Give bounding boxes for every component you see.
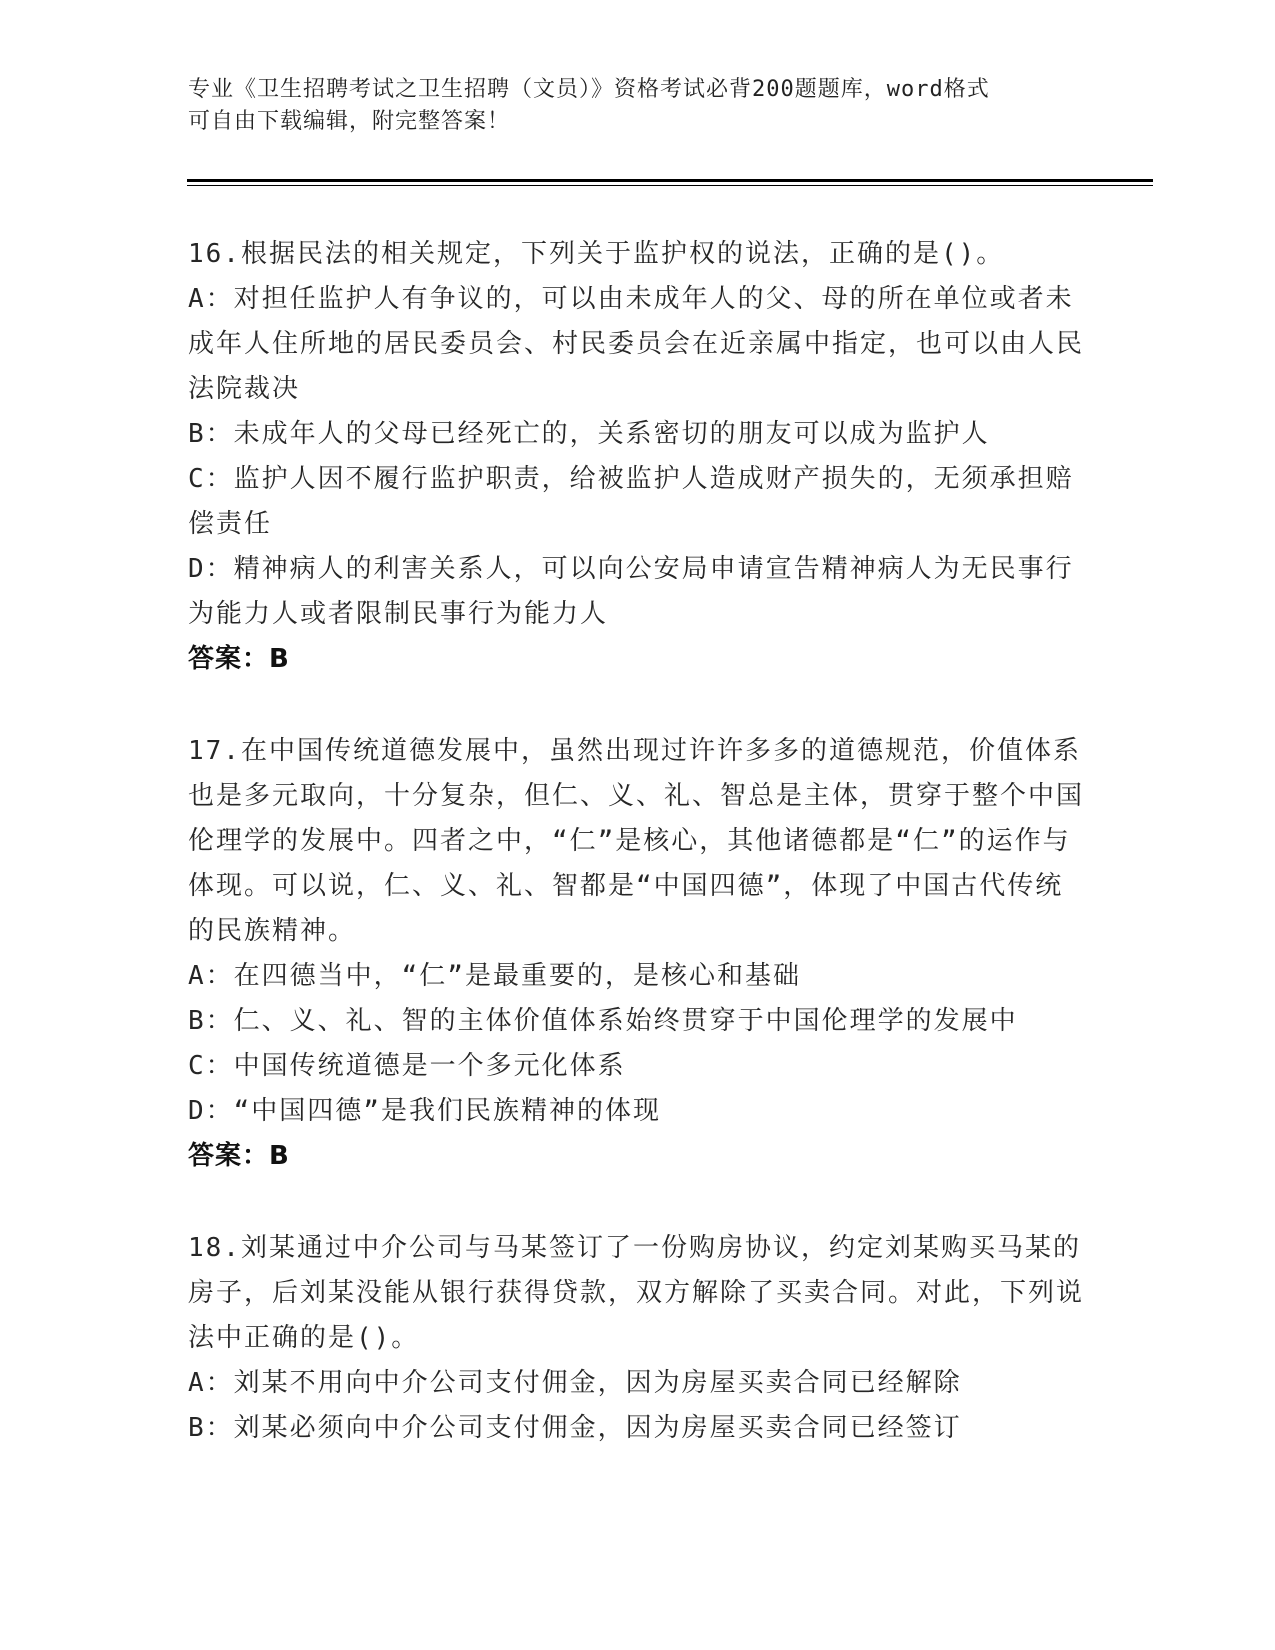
option-c: C：中国传统道德是一个多元化体系 [188,1051,626,1081]
option-a: A：在四德当中，“仁”是最重要的，是核心和基础 [188,961,801,991]
question-stem: 16.根据民法的相关规定，下列关于监护权的说法，正确的是()。 [188,239,1005,269]
question-list [188,232,1088,1498]
header-line: 专业《卫生招聘考试之卫生招聘（文员）》资格考试必背200题题库，word格式 [188,77,990,102]
option-b: B：未成年人的父母已经死亡的，关系密切的朋友可以成为监护人 [188,419,990,449]
option-b: B：刘某必须向中介公司支付佣金，因为房屋买卖合同已经签订 [188,1413,962,1443]
document-header [188,74,1088,138]
question-stem: 18.刘某通过中介公司与马某签订了一份购房协议，约定刘某购买马某的房子，后刘某没能从银行获得贷款，双方解除了买卖合同。对此，下列说法中正确的是()。 [188,1233,1085,1353]
answer: 答案：B [188,644,290,674]
header-divider-thin [187,185,1153,186]
option-a: A：刘某不用向中介公司支付佣金，因为房屋买卖合同已经解除 [188,1368,962,1398]
question-16 [188,232,1088,682]
header-divider [187,179,1153,182]
question-17 [188,729,1088,1179]
question-18 [188,1226,1088,1451]
option-d: D：精神病人的利害关系人，可以向公安局申请宣告精神病人为无民事行为能力人或者限制民事行为能力人 [188,554,1074,629]
option-a: A：对担任监护人有争议的，可以由未成年人的父、母的所在单位或者未成年人住所地的居民委员会、村民委员会在近亲属中指定，也可以由人民法院裁决 [188,284,1085,404]
option-b: B：仁、义、礼、智的主体价值体系始终贯穿于中国伦理学的发展中 [188,1006,1018,1036]
option-d: D：“中国四德”是我们民族精神的体现 [188,1096,661,1126]
option-c: C：监护人因不履行监护职责，给被监护人造成财产损失的，无须承担赔偿责任 [188,464,1074,539]
header-line: 可自由下载编辑，附完整答案！ [188,109,511,134]
answer: 答案：B [188,1141,290,1171]
question-stem: 17.在中国传统道德发展中，虽然出现过许许多多的道德规范，价值体系也是多元取向，十分复杂，但仁、义、礼、智总是主体，贯穿于整个中国伦理学的发展中。四者之中，“仁”是核心，其他诸德都是“仁”的运作与体现。可以说，仁、义、礼、智都是“中国四德”，体现了中国古代传统的民族精神。 [188,736,1085,946]
